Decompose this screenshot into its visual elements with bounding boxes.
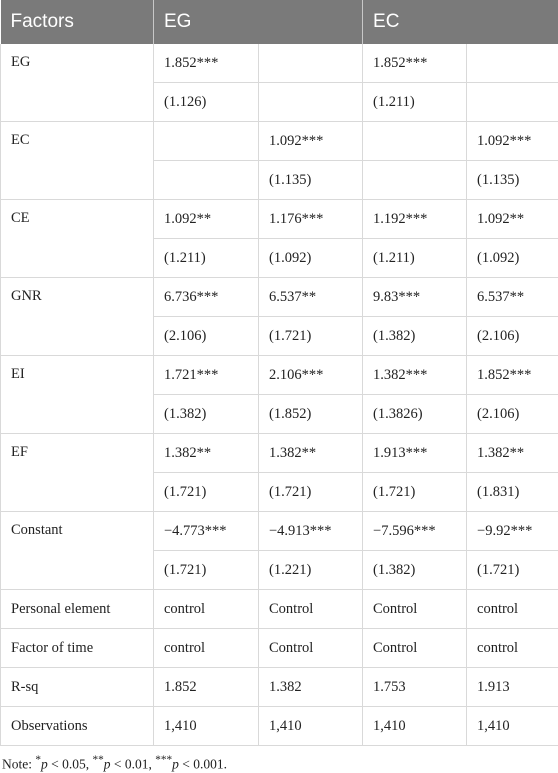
note-star-3: *** <box>155 754 172 766</box>
standard-error-cell: (2.106) <box>154 317 259 356</box>
standard-error-cell: (1.721) <box>363 473 467 512</box>
standard-error-cell: (1.721) <box>154 551 259 590</box>
standard-error-cell: (1.3826) <box>363 395 467 434</box>
table-row <box>1 707 558 746</box>
table-row <box>1 629 558 668</box>
value-cell: control <box>154 629 259 668</box>
table-row <box>1 44 558 83</box>
standard-error-cell <box>154 161 259 200</box>
value-cell: 1,410 <box>467 707 558 746</box>
table-row <box>1 512 558 551</box>
standard-error-cell: (1.211) <box>363 83 467 122</box>
standard-error-cell: (1.721) <box>154 473 259 512</box>
value-cell: Control <box>363 629 467 668</box>
standard-error-cell: (1.831) <box>467 473 558 512</box>
value-cell: 1,410 <box>154 707 259 746</box>
row-label: Personal element <box>1 590 154 629</box>
value-cell: 1,410 <box>363 707 467 746</box>
table-note <box>0 746 558 773</box>
coefficient-cell: 1.913*** <box>363 434 467 473</box>
standard-error-cell <box>259 83 363 122</box>
value-cell: 1.382 <box>259 668 363 707</box>
table-header-row <box>1 0 558 44</box>
header-group-ec: EC <box>363 0 558 44</box>
note-threshold-1: < 0.05, <box>48 757 93 772</box>
table-row <box>1 122 558 161</box>
coefficient-cell <box>154 122 259 161</box>
factor-label: EC <box>1 122 154 200</box>
standard-error-cell <box>363 161 467 200</box>
standard-error-cell: (1.382) <box>154 395 259 434</box>
table-row <box>1 200 558 239</box>
value-cell: 1,410 <box>259 707 363 746</box>
standard-error-cell: (1.135) <box>259 161 363 200</box>
value-cell: control <box>154 590 259 629</box>
value-cell: control <box>467 629 558 668</box>
standard-error-cell: (1.092) <box>467 239 558 278</box>
standard-error-cell: (1.221) <box>259 551 363 590</box>
factor-label: CE <box>1 200 154 278</box>
standard-error-cell: (1.211) <box>363 239 467 278</box>
table-row <box>1 434 558 473</box>
header-factors: Factors <box>1 0 154 44</box>
value-cell: Control <box>259 629 363 668</box>
coefficient-cell: 1.721*** <box>154 356 259 395</box>
note-prefix: Note: <box>2 757 35 772</box>
coefficient-cell: 1.092** <box>467 200 558 239</box>
coefficient-cell: 1.176*** <box>259 200 363 239</box>
coefficient-cell: 1.852*** <box>467 356 558 395</box>
standard-error-cell: (1.721) <box>467 551 558 590</box>
value-cell: control <box>467 590 558 629</box>
factor-label: Constant <box>1 512 154 590</box>
coefficient-cell: 9.83*** <box>363 278 467 317</box>
row-label: Observations <box>1 707 154 746</box>
coefficient-cell: 6.537** <box>467 278 558 317</box>
header-group-eg: EG <box>154 0 363 44</box>
coefficient-cell: 1.092** <box>154 200 259 239</box>
table-row <box>1 590 558 629</box>
standard-error-cell: (2.106) <box>467 395 558 434</box>
coefficient-cell: −4.773*** <box>154 512 259 551</box>
note-threshold-3: < 0.001. <box>179 757 227 772</box>
note-star-2: ** <box>93 754 104 766</box>
value-cell: Control <box>363 590 467 629</box>
coefficient-cell <box>259 44 363 83</box>
note-p-1: p <box>41 757 48 772</box>
factor-label: GNR <box>1 278 154 356</box>
note-threshold-2: < 0.01, <box>111 757 156 772</box>
coefficient-cell: 2.106*** <box>259 356 363 395</box>
coefficient-cell: 1.092*** <box>467 122 558 161</box>
standard-error-cell: (1.211) <box>154 239 259 278</box>
coefficient-cell: 1.092*** <box>259 122 363 161</box>
standard-error-cell: (1.126) <box>154 83 259 122</box>
coefficient-cell: 6.537** <box>259 278 363 317</box>
coefficient-cell <box>467 44 558 83</box>
note-p-2: p <box>104 757 111 772</box>
coefficient-cell: 1.852*** <box>363 44 467 83</box>
factor-label: EF <box>1 434 154 512</box>
table-row <box>1 668 558 707</box>
coefficient-cell: 1.192*** <box>363 200 467 239</box>
standard-error-cell: (1.852) <box>259 395 363 434</box>
standard-error-cell: (1.721) <box>259 473 363 512</box>
value-cell: Control <box>259 590 363 629</box>
standard-error-cell: (1.092) <box>259 239 363 278</box>
note-star-1: * <box>35 754 41 766</box>
row-label: Factor of time <box>1 629 154 668</box>
value-cell: 1.913 <box>467 668 558 707</box>
value-cell: 1.852 <box>154 668 259 707</box>
coefficient-cell: −9.92*** <box>467 512 558 551</box>
standard-error-cell <box>467 83 558 122</box>
value-cell: 1.753 <box>363 668 467 707</box>
coefficient-cell: 1.382** <box>259 434 363 473</box>
coefficient-cell: 1.382*** <box>363 356 467 395</box>
note-p-3: p <box>172 757 179 772</box>
factor-label: EI <box>1 356 154 434</box>
table-row <box>1 356 558 395</box>
coefficient-cell: 6.736*** <box>154 278 259 317</box>
coefficient-cell: −7.596*** <box>363 512 467 551</box>
coefficient-cell: 1.382** <box>154 434 259 473</box>
table-body <box>1 44 558 746</box>
table-row <box>1 278 558 317</box>
standard-error-cell: (1.721) <box>259 317 363 356</box>
standard-error-cell: (1.382) <box>363 317 467 356</box>
coefficient-cell: −4.913*** <box>259 512 363 551</box>
standard-error-cell: (2.106) <box>467 317 558 356</box>
coefficient-cell: 1.382** <box>467 434 558 473</box>
standard-error-cell: (1.135) <box>467 161 558 200</box>
coefficient-cell: 1.852*** <box>154 44 259 83</box>
coefficient-cell <box>363 122 467 161</box>
factor-label: EG <box>1 44 154 122</box>
row-label: R-sq <box>1 668 154 707</box>
standard-error-cell: (1.382) <box>363 551 467 590</box>
